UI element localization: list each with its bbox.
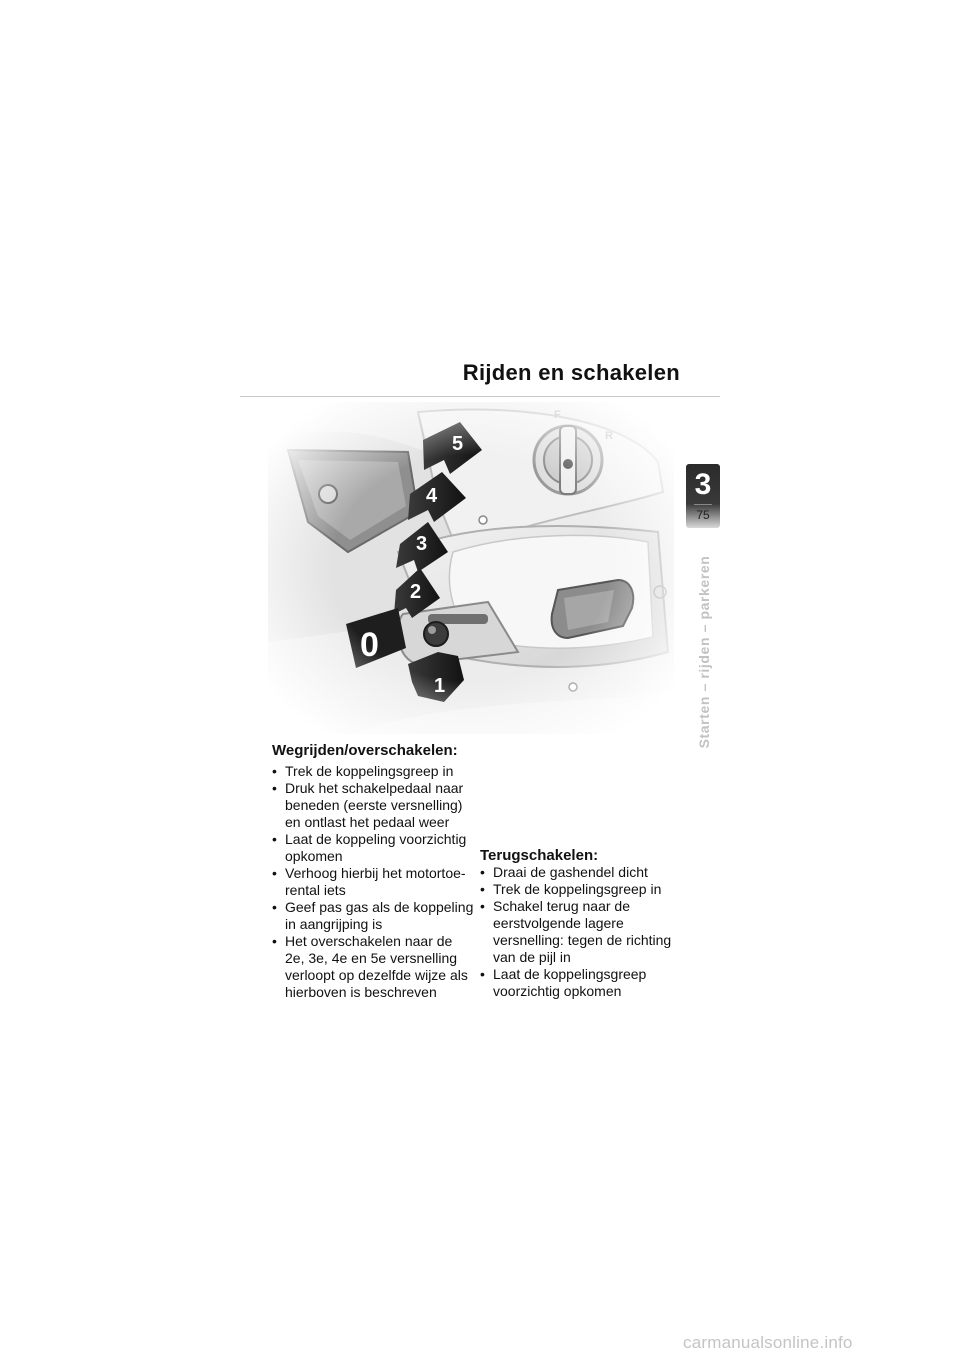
page-number: 75 xyxy=(696,508,710,522)
chapter-side-label: Starten – rijden – parkeren xyxy=(696,555,712,749)
list-item: • Druk het schakelpedaal naar beneden (eerste versnelling) en ontlast het pedaal weer xyxy=(272,780,477,831)
list-item: • Draai de gashendel dicht xyxy=(480,864,685,881)
list-item: • Laat de koppelingsgreep voorzichtig opkomen xyxy=(480,966,685,1000)
watermark: carmanualsonline.info xyxy=(683,1333,853,1352)
list-item: • Trek de koppelingsgreep in xyxy=(480,881,685,898)
chapter-tab xyxy=(686,464,720,528)
section-heading-drive: Wegrijden/overschakelen: xyxy=(272,742,458,759)
downshift-steps-list xyxy=(480,864,685,1000)
list-item: • Het overschakelen naar de 2e, 3e, 4e en 5e versnelling verloopt op dezelfde wijze als hierboven is beschreven xyxy=(272,933,477,1001)
list-item: • Laat de koppeling voorzichtig opkomen xyxy=(272,831,477,865)
chapter-divider xyxy=(694,504,712,505)
list-item: • Trek de koppelingsgreep in xyxy=(272,763,477,780)
list-item: • Schakel terug naar de eerstvolgende lagere versnelling: tegen de richting van de pijl in xyxy=(480,898,685,966)
title-divider xyxy=(240,396,720,397)
chapter-number: 3 xyxy=(694,468,712,501)
page-title: Rijden en schakelen xyxy=(462,360,680,385)
list-item: • Geef pas gas als de koppeling in aangrijping is xyxy=(272,899,477,933)
list-item: • Verhoog hierbij het motortoe- rental iets xyxy=(272,865,477,899)
section-heading-downshift: Terugschakelen: xyxy=(480,847,599,864)
drive-steps-list xyxy=(272,763,477,1001)
gear-shift-photo xyxy=(268,402,674,734)
